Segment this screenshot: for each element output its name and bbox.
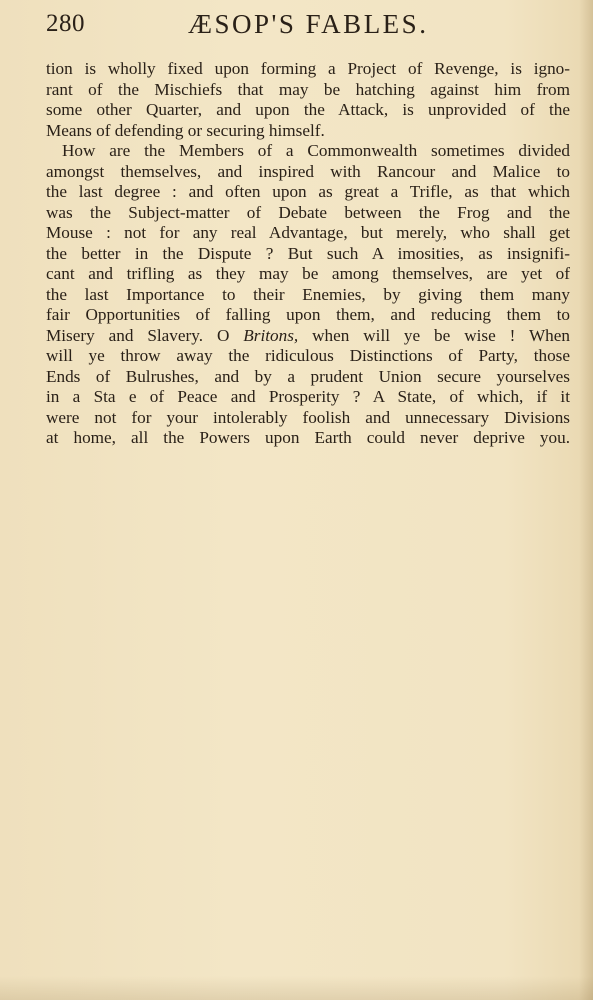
text-segment: Misery and Slavery. O [46,325,244,345]
text-line-with-italic [46,326,570,347]
text-line: Mouse : not for any real Advantage, but merely, who shall get [46,223,570,242]
italic-word-britons: Britons, [243,325,299,345]
page-edge-shadow [579,0,593,1000]
running-head: ÆSOP'S FABLES. [188,9,429,39]
text-line: the last Importance to their Enemies, by giving them many [46,284,570,304]
text-line: were not for your intolerably foolish and unnecessary Divisions [46,407,570,427]
text-line: the last degree : and often upon as great a Trifle, as that which [46,182,570,201]
text-line: fair Opportunities of falling upon them, and reducing them to [46,305,570,324]
text-segment: when will ye be wise ! When [298,325,570,345]
body-text [46,59,570,449]
page-bottom-shadow [0,976,593,1000]
text-line: will ye throw away the ridiculous Distinctions of Party, those [46,346,570,365]
text-line: How are the Members of a Commonwealth sometimes divided [62,141,570,160]
text-line: amongst themselves, and inspired with Rancour and Malice to [46,161,570,181]
text-line: some other Quarter, and upon the Attack, is unprovided of the [46,100,570,119]
text-line: was the Subject-matter of Debate between the Frog and the [46,202,570,222]
text-line: in a Sta e of Peace and Prosperity ? A State, of which, if it [46,387,570,406]
text-line: rant of the Mischiefs that may be hatching against him from [46,79,570,99]
text-line: tion is wholly fixed upon forming a Project of Revenge, is igno- [46,59,570,78]
text-line: the better in the Dispute ? But such A imosities, as insignifi- [46,243,570,263]
text-line: Ends of Bulrushes, and by a prudent Union secure yourselves [46,366,570,386]
page-number: 280 [46,10,85,37]
text-line: Means of defending or securing himself. [46,120,325,140]
text-line: at home, all the Powers upon Earth could never deprive you. [46,428,570,447]
text-line: cant and trifling as they may be among themselves, are yet of [46,264,570,283]
page-header [46,6,566,46]
